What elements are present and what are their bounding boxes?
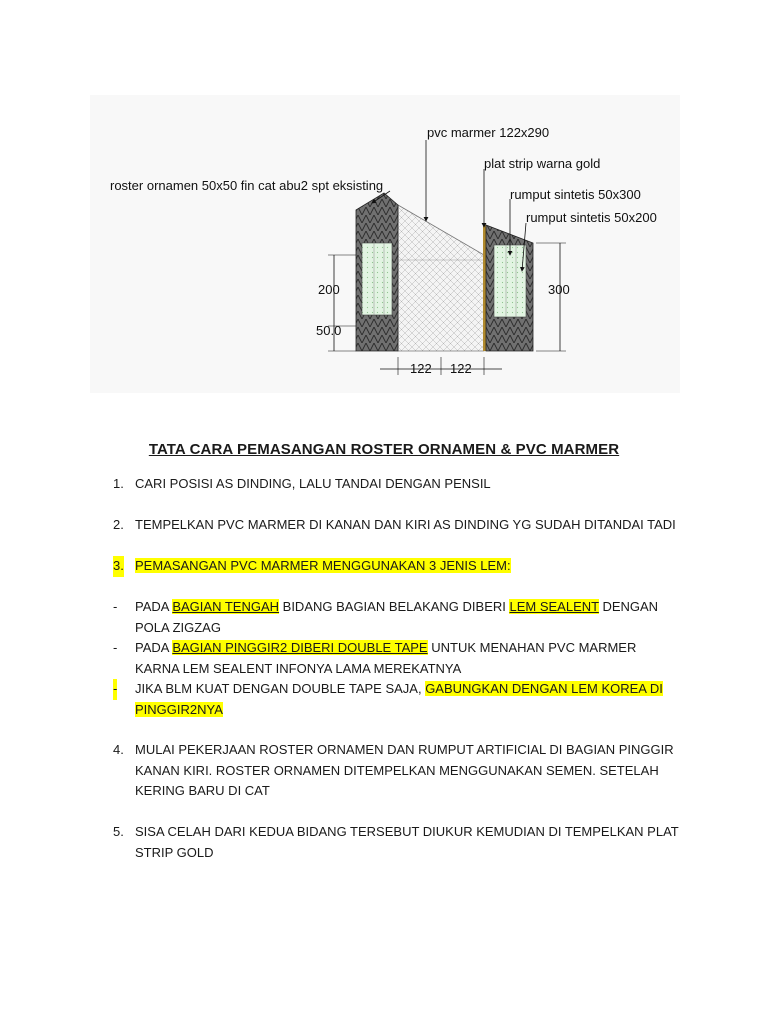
bullet-1 xyxy=(113,597,683,638)
bullet-dash: - xyxy=(113,640,118,655)
label-rumput-200: rumput sintetis 50x200 xyxy=(526,210,657,225)
bullet-text: JIKA BLM KUAT DENGAN DOUBLE TAPE SAJA, xyxy=(135,681,426,696)
bullet-text: BIDANG BAGIAN BELAKANG DIBERI xyxy=(279,599,510,614)
bullet-3 xyxy=(113,679,683,720)
dim-50: 50.0 xyxy=(316,323,342,338)
pvc-marmer-panel xyxy=(398,205,484,351)
step-text: MULAI PEKERJAAN ROSTER ORNAMEN DAN RUMPUT ARTIFICIAL DI BAGIAN PINGGIR KANAN KIRI. ROSTER ORNAMEN DITEMPELKAN MENGGUNAKAN SEMEN. SETELAH KERING BARU DI CAT xyxy=(135,742,674,798)
label-pvc-marmer: pvc marmer 122x290 xyxy=(427,125,550,140)
step-1 xyxy=(113,474,683,495)
step-text: CARI POSISI AS DINDING, LALU TANDAI DENGAN PENSIL xyxy=(135,476,491,491)
document-title: TATA CARA PEMASANGAN ROSTER ORNAMEN & PVC MARMER xyxy=(148,441,620,458)
rumput-left xyxy=(362,243,392,315)
step-number: 4. xyxy=(113,742,124,757)
dim-122-right: 122 xyxy=(450,361,472,376)
step-text: TEMPELKAN PVC MARMER DI KANAN DAN KIRI AS DINDING YG SUDAH DITANDAI TADI xyxy=(135,517,676,532)
dim-300: 300 xyxy=(548,282,570,297)
step-3 xyxy=(113,556,683,577)
highlight-double-tape: BAGIAN PINGGIR2 DIBERI DOUBLE TAPE xyxy=(172,640,428,655)
step-number: 1. xyxy=(113,476,124,491)
section-drawing xyxy=(90,95,680,393)
step-5 xyxy=(113,822,683,863)
step-number: 3. xyxy=(113,556,124,577)
step-text: SISA CELAH DARI KEDUA BIDANG TERSEBUT DIUKUR KEMUDIAN DI TEMPELKAN PLAT STRIP GOLD xyxy=(135,824,679,860)
bullet-text: PADA xyxy=(135,640,173,655)
bullet-dash: - xyxy=(113,599,118,614)
step-number: 5. xyxy=(113,824,124,839)
bullet-dash: - xyxy=(113,679,117,700)
step-4 xyxy=(113,740,683,802)
step-text: PEMASANGAN PVC MARMER MENGGUNAKAN 3 JENIS LEM: xyxy=(135,558,511,573)
highlight-lem-korea: GABUNGKAN DENGAN LEM KOREA DI PINGGIR2NYA xyxy=(135,681,663,717)
bullet-text: UNTUK MENAHAN PVC MARMER KARNA LEM SEALENT INFONYA LAMA MEREKATNYA xyxy=(135,640,637,676)
rumput-right xyxy=(494,245,526,317)
highlight-lem-sealent: LEM SEALENT xyxy=(509,599,599,614)
label-rumput-300: rumput sintetis 50x300 xyxy=(510,187,641,202)
label-roster-ornamen: roster ornamen 50x50 fin cat abu2 spt eksisting xyxy=(110,178,384,193)
plat-strip-gold xyxy=(483,225,486,351)
dim-122-left: 122 xyxy=(410,361,432,376)
section-drawing-svg xyxy=(90,95,680,393)
bullet-2 xyxy=(113,638,683,679)
label-plat-strip: plat strip warna gold xyxy=(484,156,601,171)
bullet-text: DENGAN POLA ZIGZAG xyxy=(135,599,659,635)
bullet-text: PADA xyxy=(135,599,173,614)
highlight-bagian-tengah: BAGIAN TENGAH xyxy=(172,599,280,614)
step-2 xyxy=(113,515,683,536)
step-number: 2. xyxy=(113,517,124,532)
dim-200: 200 xyxy=(318,282,340,297)
